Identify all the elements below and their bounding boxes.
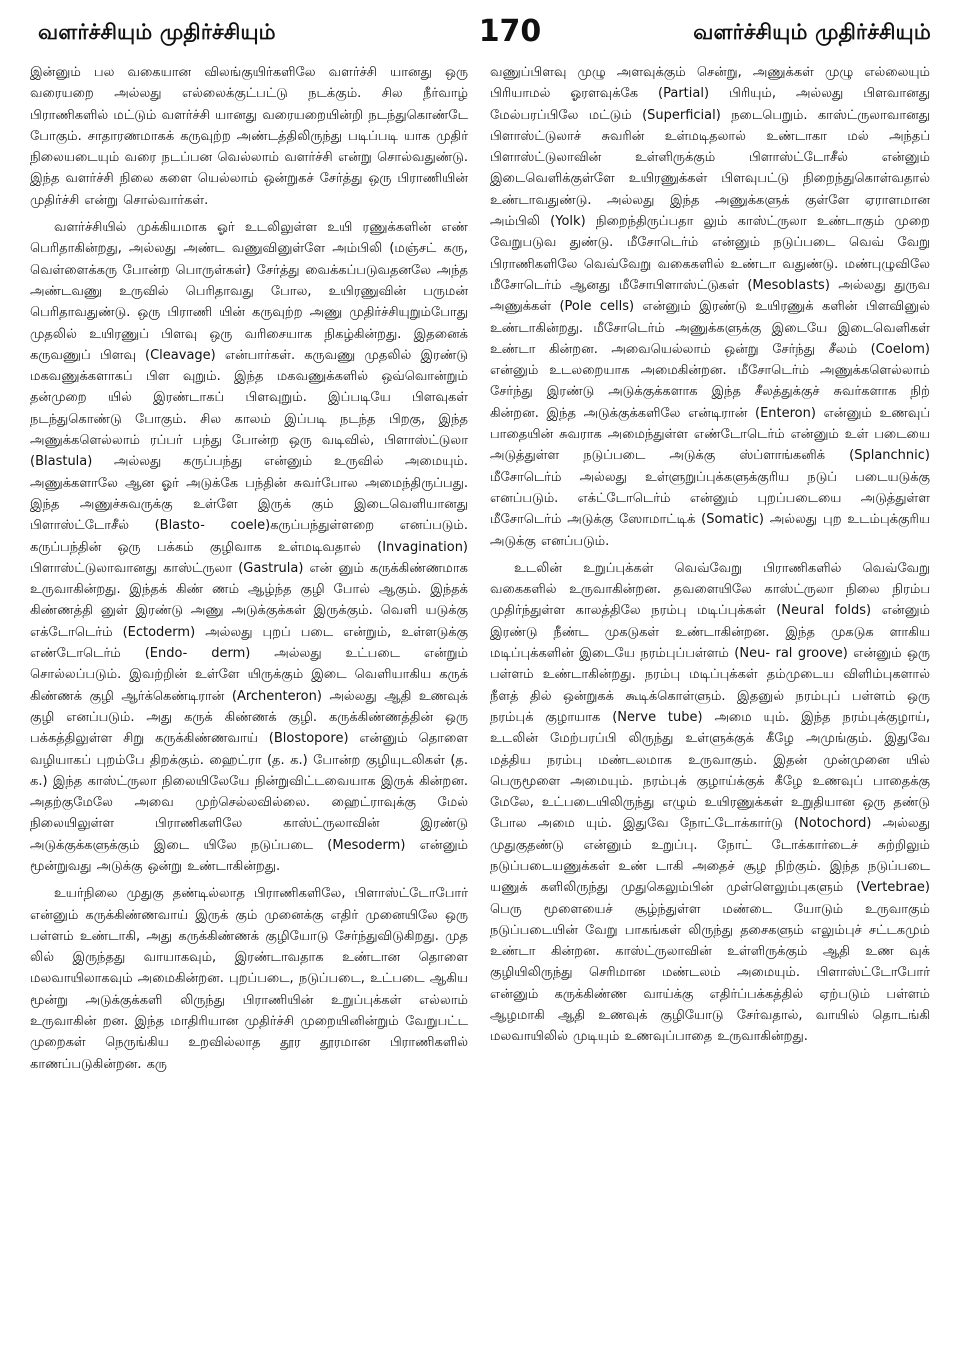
paragraph: உயர்நிலை முதுகு தண்டில்லாத பிராணிகளிலே, பிளாஸ்ட்டோபோர் என்னும் கருக்கிண்ணவாய் இருக் கும் முனைக்கு எதிர் முனையிலே ஒரு பள்ளம் உண்டாகி, அது கருக்கிண்ணக் குழியோடு சேர்ந்துவிடுகிறது. முத லில் இருந்தது வாயாகவும், இரண்டாவதாக உண்டான தொளை மலவாயிலாகவும் அமைகின்றன. புறப்படை, நடுப்படை, உட்படை ஆகிய மூன்று அடுக்குக்களி லிருந்து பிராணியின் உறுப்புக்கள் எல்லாம் உருவாகின் றன. இந்த மாதிரியான முதிர்ச்சி முறையினின்றும் வேறுபட்ட முறைகள் நெருங்கிய உறவில்லாத தூர தூரமான பிராணிகளில் காணப்படுகின்றன. கரு [30, 886, 468, 1072]
paragraph: வணுப்பிளவு முழு அளவுக்கும் சென்று, அணுக்கள் முழு எல்லையும் பிரியாமல் ஓரளவுக்கே (Partial) பிரியும், அல்லது பிளவானது மேல்பரப்பிலே மட்டும் (Superficial) நடைபெறும். காஸ்ட்ருலாவானது பிளாஸ்ட்டுலாச் சுவரின் உள்மடிதலால் உண்டாகா மல் அந்தப் பிளாஸ்ட்டுலாவின் உள்ளிருக்கும் பிளாஸ்ட்டோசீல் என்னும் இடைவெளிக்குள்ளே உயிரணுக்கள் பிளவுபட்டு நிறைந்துகொள்வதால் உண்டாவதுண்டு. அல்லது இந்த அணுக்களுக் குள்ளே ஏராளமான அம்பிலி (Yolk) நிறைந்திருப்பதா லும் காஸ்ட்ருலா உண்டாகும் முறை வேறுபடுவ துண்டு. மீசோடெர்ம் என்னும் நடுப்படை வெவ் வேறு பிராணிகளிலே வெவ்வேறு வகைகளில் உண்டா வதுண்டு. மண்புழுவிலே மீசோடெர்ம் ஆனது மீசோபிளாஸ்ட்டுகள் (Mesoblasts) அல்லது துருவ அணுக்கள் (Pole cells) என்னும் இரண்டு உயிரணுக் களின் பிளவினுல் உண்டாகின்றது. மீசோடெர்ம் அணுக்களுக்கு இடையே இடைவெளிகள் உண்டா கின்றன. அவையெல்லாம் ஒன்று சேர்ந்து சீலம் (Coelom) என்னும் உடலறையாக அமைகின்றன. மீசோடெர்ம் அணுக்களெல்லாம் சேர்ந்து இரண்டு அடுக்குக்களாக இந்த சீலத்துக்குச் சுவர்களாக நிற் கின்றன. இந்த அடுக்குக்களிலே என்டிரான் (Enteron) என்னும் உணவுப் பாதையின் சுவராக அமைந்துள்ள எண்டோடெர்ம் என்னும் உள் படையை அடுத்துள்ள நடுப்படை அடுக்கு ஸ்ப்ளாங்கனிக் (Splanchnic) மீசோடெர்ம் அல்லது உள்ளுறுப்புக்களுக்குரிய நடுப் படையடுக்கு எனப்படும். எக்ட்டோடெர்ம் என்னும் புறப்படையை அடுத்துள்ள மீசோடெர்ம் அடுக்கு ஸோமாட்டிக் (Somatic) அல்லது புற உடம்புக்குரிய அடுக்கு எனப்படும். [490, 65, 930, 549]
paragraph: வளர்ச்சியில் முக்கியமாக ஓர் உடலிலுள்ள உயி ரணுக்களின் எண் பெரிதாகின்றது, அல்லது அண்ட வணுவினுள்ளே அம்பிலி (மஞ்சட் கரு, வெள்ளைக்கரு போன்ற பொருள்கள்) சேர்த்து வைக்கப்படுவதனலே அந்த அண்டவணு உருவில் பெரிதாவது போல, உயிரணுவின் பருமன் பெரிதாவதுண்டு. ஒரு பிராணி யின் கருவுற்ற அணு முதிர்ச்சியுறும்போது முதலில் உயிரணுப் பிளவு ஒரு வரிசையாக நிகழ்கின்றது. இதனைக் கருவணுப் பிளவு (Cleavage) என்பார்கள். கருவணு முதலில் இரண்டு மகவணுக்களாகப் பிள வுறும். இந்த மகவணுக்களில் ஒவ்வொன்றும் தன்முறை யில் இரண்டாகப் பிளவுறும். இப்படியே பிளவுகள் நடந்துகொண்டு போகும். சில காலம் இப்படி நடந்த பிறகு, இந்த அணுக்களெல்லாம் ரப்பர் பந்து போன்ற ஒரு வடிவில், பிளாஸ்ட்டுலா (Blastula) அல்லது கருப்பந்து என்னும் உருவில் அமையும். அணுக்களாலே ஆன ஓர் அடுக்கே பந்தின் சுவர்போல அமைந்திருப்பது. இந்த அணுச்சுவருக்கு உள்ளே இருக் கும் இடைவெளியானது பிளாஸ்ட்டோசீல் (Blasto- coele)கருப்பந்துள்ளறை எனப்படும். கருப்பந்தின் ஒரு பக்கம் குழிவாக உள்மடிவதால் (Invagination) பிளாஸ்ட்டுலாவானது காஸ்ட்ருலா (Gastrula) என் னும் கருக்கிண்ணமாக உருவாகின்றது. இந்தக் கிண் ணம் ஆழ்ந்த குழி போல் ஆகும். இந்தக் கிண்ணத்தி னுள் இரண்டு அணு அடுக்குக்கள் இருக்கும். வெளி யடுக்கு எக்டோடெர்ம் (Ectoderm) அல்லது புறப் படை என்றும், உள்ளடுக்கு எண்டோடெர்ம் (Endo- derm) அல்லது உட்படை என்றும் சொல்லப்படும். இவற்றின் உள்ளே யிருக்கும் இடை வெளியாகிய கருக் கிண்ணக் குழி ஆர்க்கெண்டிரான் (Archenteron) அல்லது ஆதி உணவுக் குழி எனப்படும். அது கருக் கிண்ணக் குழி. கருக்கிண்ணத்தின் ஒரு பக்கத்திலுள்ள சிறு கருக்கிண்ணவாய் (Blostopore) என்னும் தொளை வழியாகப் புறம்பே திறக்கும். ஹைட்ரா (த. க.) போன்ற குழியுடலிகள் (த. க.) இந்த காஸ்ட்ருலா நிலையிலேயே நின்றுவிட்டவையாக இருக் கின்றன. அதற்குமேலே அவை முற்செல்லவில்லை. ஹைட்ராவுக்கு மேல் நிலையிலுள்ள பிராணிகளிலே காஸ்ட்ருலாவின் இரண்டு அடுக்குக்களுக்கும் இடை யிலே நடுப்படை (Mesoderm) என்னும் மூன்றுவது அடுக்கு ஒன்று உண்டாகின்றது. [30, 220, 468, 874]
paragraph: இன்னும் பல வகையான விலங்குயிர்களிலே வளர்ச்சி யானது ஒரு வரையறை அல்லது எல்லைக்குட்பட்டு நடக்கும். சில நீர்வாழ் பிராணிகளில் மட்டும் வளர்ச்சி யானது வரையறையின்றி நடந்துகொண்டே போகும். சாதாரணமாகக் கருவுற்ற அண்டத்திலிருந்து படிப்படி யாக முதிர் நிலையடையும் வரை நடப்பன வெல்லாம் வளர்ச்சி என்று சொல்வதுண்டு. இந்த வளர்ச்சி நிலை களை யெல்லாம் ஒன்றுகச் சேர்த்து ஒரு பிராணியின் முதிர்ச்சி என்று சொல்வார்கள். [30, 65, 468, 208]
page-number: 170 [478, 14, 542, 49]
running-title-right: வளர்ச்சியும் முதிர்ச்சியும் [693, 20, 931, 44]
right-column [490, 62, 930, 1352]
page-header [38, 14, 931, 50]
left-column [30, 62, 468, 1352]
column-divider [479, 64, 480, 1349]
paragraph: உடலின் உறுப்புக்கள் வெவ்வேறு பிராணிகளில் வெவ்வேறு வகைகளில் உருவாகின்றன. தவளையிலே காஸ்ட்ருலா நிலை நிரம்ப முதிர்ந்துள்ள காலத்திலே நரம்பு மடிப்புக்கள் (Neural folds) என்னும் இரண்டு நீண்ட முகடுகள் உண்டாகின்றன. இந்த முகடுக ளாகிய மடிப்புக்களின் இடையே நரம்புப்பள்ளம் (Neu- ral groove) என்னும் ஒரு பள்ளம் உண்டாகின்றது. நரம்பு மடிப்புக்கள் தம்முடைய விளிம்புகளால் நீளத் தில் ஒன்றுகக் கூடிக்கொள்ளும். இதனுல் நரம்புப் பள்ளம் ஒரு நரம்புக் குழாயாக (Nerve tube) அமை யும். இந்த நரம்புக்குழாய், உடலின் மேற்பரப்பி லிருந்து உள்ளுக்குக் கீழே அமுங்கும். இதுவே மத்திய நரம்பு மண்டலமாக உருவாகும். இதன் முன்முனை யில் பெருமூளை அமையும். நரம்புக் குழாய்க்குக் கீழே உணவுப் பாதைக்கு மேலே, உட்படையிலிருந்து எழும் உயிரணுக்கள் உறுதியான ஒரு தண்டு போல அமை யும். இதுவே நோட்டோக்கார்டு (Notochord) அல்லது முதுகுதண்டு என்னும் உறுப்பு. நோட் டோக்கார்டைச் சுற்றிலும் நடுப்படையணுக்கள் உண் டாகி அதைச் சூழ நிற்கும். இந்த நடுப்படை யணுக் களிலிருந்து முதுகெலும்பின் முள்ளெலும்புகளும் (Vertebrae) பெரு மூளையைச் சூழ்ந்துள்ள மண்டை யோடும் உருவாகும் நடுப்படையின் வேறு பாகங்கள் லிருந்து தசைகளும் எலும்புச் சட்டகமும் உண்டா கின்றன. காஸ்ட்ருலாவின் உள்ளிருக்கும் ஆதி உண வுக் குழியிலிருந்து செரிமான மண்டலம் அமையும். பிளாஸ்ட்டோபோர் என்னும் கருக்கிண்ண வாய்க்கு எதிர்ப்பக்கத்தில் ஏற்படும் பள்ளம் ஆழமாகி ஆதி உணவுக் குழியோடு சேர்வதால், வாயில் தொடங்கி மலவாயிலில் முடியும் உணவுப்பாதை உருவாகின்றது. [490, 560, 930, 1045]
running-title-left: வளர்ச்சியும் முதிர்ச்சியும் [38, 20, 276, 44]
